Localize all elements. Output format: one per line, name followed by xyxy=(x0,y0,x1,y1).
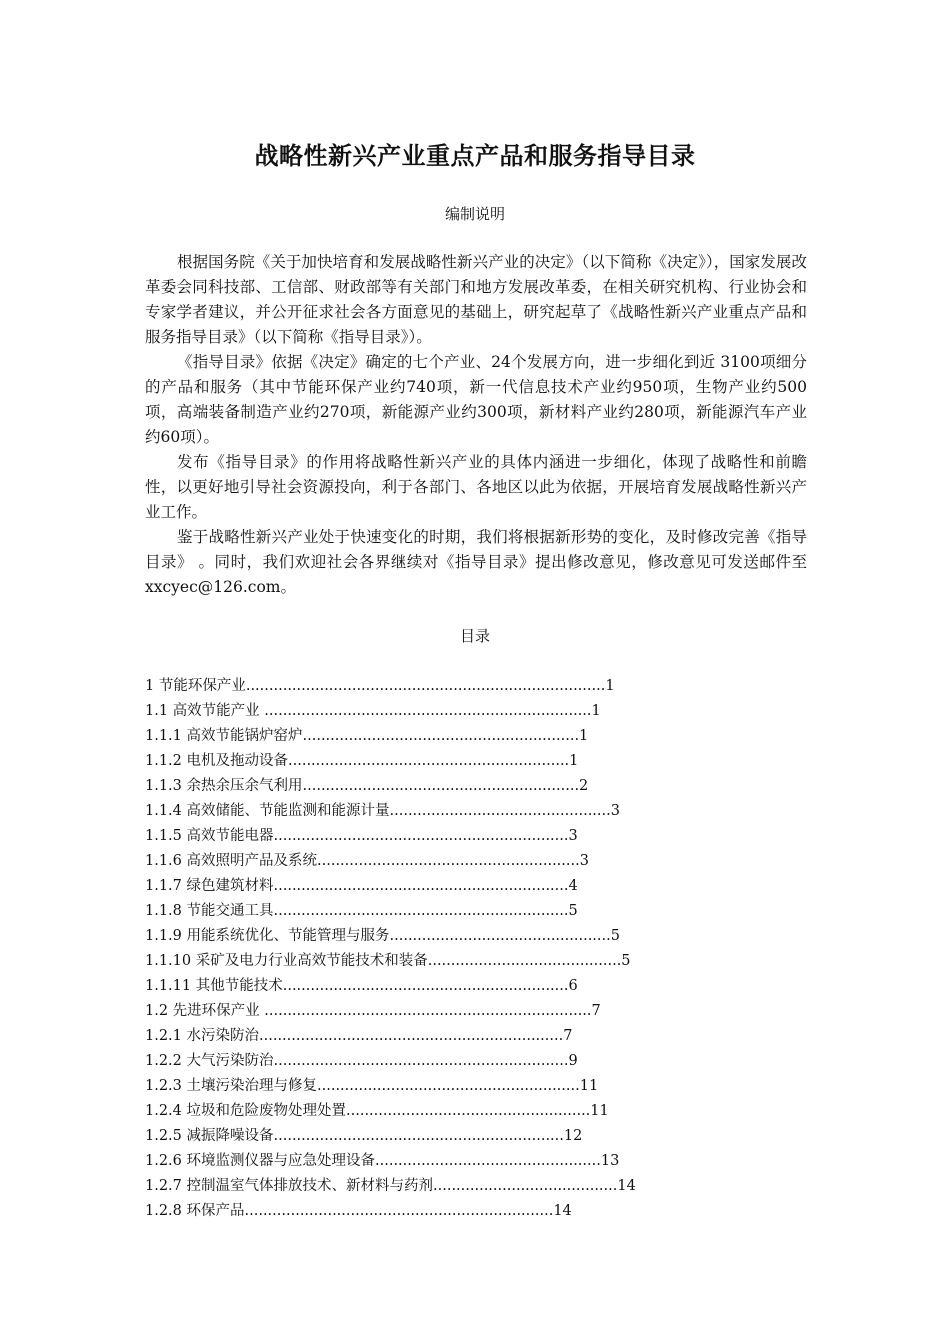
toc-entry[interactable]: 1.2.6 环境监测仪器与应急处理设备.................................................13 xyxy=(145,1153,620,1169)
toc-entry[interactable]: 1.2.2 大气污染防治................................................................9 xyxy=(145,1053,578,1069)
toc-entry[interactable]: 1.2.5 减振降噪设备...............................................................12 xyxy=(145,1128,583,1144)
toc-entry[interactable]: 1.1.1 高效节能锅炉窑炉............................................................1 xyxy=(145,728,589,744)
toc-entry[interactable]: 1.2.8 环保产品...................................................................14 xyxy=(145,1203,572,1219)
toc-entry[interactable]: 1.1.11 其他节能技术..............................................................6 xyxy=(145,978,578,994)
toc-entry[interactable]: 1 节能环保产业..............................................................................1 xyxy=(145,678,615,694)
toc-entry[interactable]: 1.1.10 采矿及电力行业高效节能技术和装备..........................................5 xyxy=(145,953,631,969)
preface-paragraph: 《指导目录》依据《决定》确定的七个产业、24个发展方向，进一步细化到近 3100项细分的产品和服务（其中节能环保产业约740项，新一代信息技术产业约950项，生物产业约500项，高端装备制造产业约270项，新能源产业约300项，新材料产业约280项，新能源汽车产业约60项）。 xyxy=(145,353,807,446)
toc-entry[interactable]: 1.2.3 土壤污染治理与修复.........................................................11 xyxy=(145,1078,599,1094)
toc-entry[interactable]: 1.1.3 余热余压余气利用............................................................2 xyxy=(145,778,589,794)
preface-body xyxy=(145,250,807,600)
toc-entry[interactable]: 1.2.4 垃圾和危险废物处理处置.....................................................11 xyxy=(145,1103,609,1119)
preface-paragraph: 根据国务院《关于加快培育和发展战略性新兴产业的决定》（以下简称《决定》），国家发展改革委会同科技部、工信部、财政部等有关部门和地方发展改革委，在相关研究机构、行业协会和专家学者建议，并公开征求社会各方面意见的基础上，研究起草了《战略性新兴产业重点产品和服务指导目录》（以下简称《指导目录》）。 xyxy=(145,253,807,346)
toc-heading: 目录 xyxy=(459,627,490,645)
table-of-contents xyxy=(145,674,805,1224)
toc-entry[interactable]: 1.2 先进环保产业 .......................................................................7 xyxy=(145,1003,601,1019)
toc-entry[interactable]: 1.1.7 绿色建筑材料................................................................4 xyxy=(145,878,578,894)
document-subtitle: 编制说明 xyxy=(444,205,505,223)
toc-entry[interactable]: 1.1.2 电机及拖动设备.............................................................1 xyxy=(145,753,579,769)
preface-paragraph: 鉴于战略性新兴产业处于快速变化的时期，我们将根据新形势的变化，及时修改完善《指导目录》 。同时，我们欢迎社会各界继续对《指导目录》提出修改意见，修改意见可发送邮件至xxcyec@126.com。 xyxy=(145,528,807,596)
toc-entry[interactable]: 1.2.1 水污染防治..................................................................7 xyxy=(145,1028,573,1044)
document-title: 战略性新兴产业重点产品和服务指导目录 xyxy=(254,141,696,170)
toc-entry[interactable]: 1.1.4 高效储能、节能监测和能源计量................................................3 xyxy=(145,803,620,819)
toc-entry[interactable]: 1.1.9 用能系统优化、节能管理与服务................................................5 xyxy=(145,928,620,944)
toc-entry[interactable]: 1.1.5 高效节能电器................................................................3 xyxy=(145,828,578,844)
toc-entry[interactable]: 1.1.6 高效照明产品及系统.........................................................3 xyxy=(145,853,589,869)
toc-entry[interactable]: 1.2.7 控制温室气体排放技术、新材料与药剂........................................14 xyxy=(145,1178,636,1194)
preface-paragraph: 发布《指导目录》的作用将战略性新兴产业的具体内涵进一步细化，体现了战略性和前瞻性，以更好地引导社会资源投向，利于各部门、各地区以此为依据，开展培育发展战略性新兴产业工作。 xyxy=(145,453,807,521)
toc-entry[interactable]: 1.1.8 节能交通工具................................................................5 xyxy=(145,903,578,919)
toc-entry[interactable]: 1.1 高效节能产业 .......................................................................1 xyxy=(145,703,601,719)
